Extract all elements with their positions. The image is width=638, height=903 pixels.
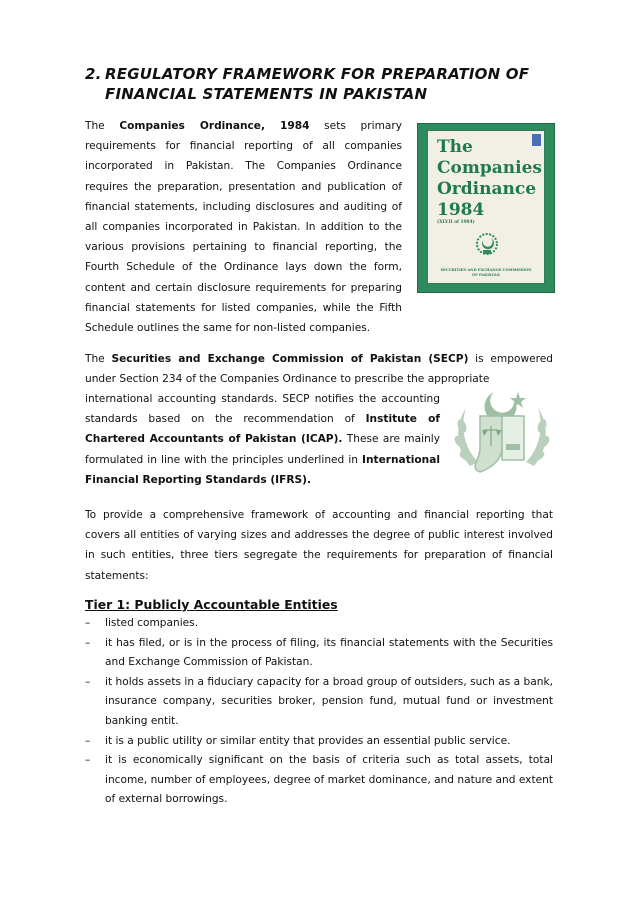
list-item: – it holds assets in a fiduciary capacity for a broad group of outsiders, such as a bank, insurance company, securities broker, pension fund, mutual fund or investment banking entit. [85,675,553,727]
secp-paragraph-body: international accounting standards. SECP notifies the accounting standards based on the recommendation of Institute of Chartered Accountants of Pakistan (ICAP). These are mainly formulated in line with the principles underlined in International Financial Reporting Standards (IFRS). [85,393,440,486]
companies-ordinance-book-cover [417,123,555,293]
tier1-title: Tier 1: Publicly Accountable Entities [85,597,338,612]
tier1-criteria-list [85,614,553,810]
list-item: – it is a public utility or similar entity that provides an essential public service. [85,734,511,747]
companies-ordinance-term: Companies Ordinance, 1984 [119,120,310,132]
secp-term: Securities and Exchange Commission of Pakistan (SECP) [111,353,469,365]
secp-emblem-icon [473,231,501,259]
secp-paragraph-top: The Securities and Exchange Commission of Pakistan (SECP) is empowered under Section 234 of the Companies Ordinance to prescribe the appropriate [85,353,553,386]
book-title: The Companies Ordinance 1984 [437,137,542,220]
list-item: – listed companies. [85,617,199,629]
book-subtitle: (XLVII of 1984) [437,220,475,225]
list-item: – it is economically significant on the basis of criteria such as total assets, total income, number of employees, degree of market dominance, and nature and extent of external borrowings. [85,754,553,806]
companies-ordinance-paragraph: The Companies Ordinance, 1984 sets primary requirements for financial reporting of all companies incorporated in Pakistan. The Companies Ordinance requires the preparation, presentation and publication of financial statements, including disclosures and auditing of all companies incorporated in Pakistan. In addition to the various provisions pertaining to financial reporting, the Fourth Schedule of the Ordinance lays down the form, content and certain disclosure requirements for preparing financial statements for listed companies, while the Fifth Schedule outlines the same for non-listed companies. [85,120,403,335]
list-item: – it has filed, or is in the process of filing, its financial statements with the Securities and Exchange Commission of Pakistan. [85,636,553,669]
book-cover-inner [427,130,545,284]
icap-term: Institute of Chartered Accountants of Pakistan (ICAP). [85,413,440,446]
section-number: 2. [85,65,102,83]
secp-logo-icon [450,386,554,480]
tiers-intro-paragraph: To provide a comprehensive framework of accounting and financial reporting that covers all entities of varying sizes and addresses the degree of public interest involved in such entities, three tiers segregate the requirements for preparation of financial statements: [85,509,553,582]
section-title: REGULATORY FRAMEWORK FOR PREPARATION OF FINANCIAL STATEMENTS IN PAKISTAN [105,65,530,103]
ifrs-term: International Financial Reporting Standards (IFRS). [85,453,440,486]
section-heading [85,64,565,104]
book-publisher: SECURITIES AND EXCHANGE COMMISSION OF PAKISTAN [440,268,532,277]
